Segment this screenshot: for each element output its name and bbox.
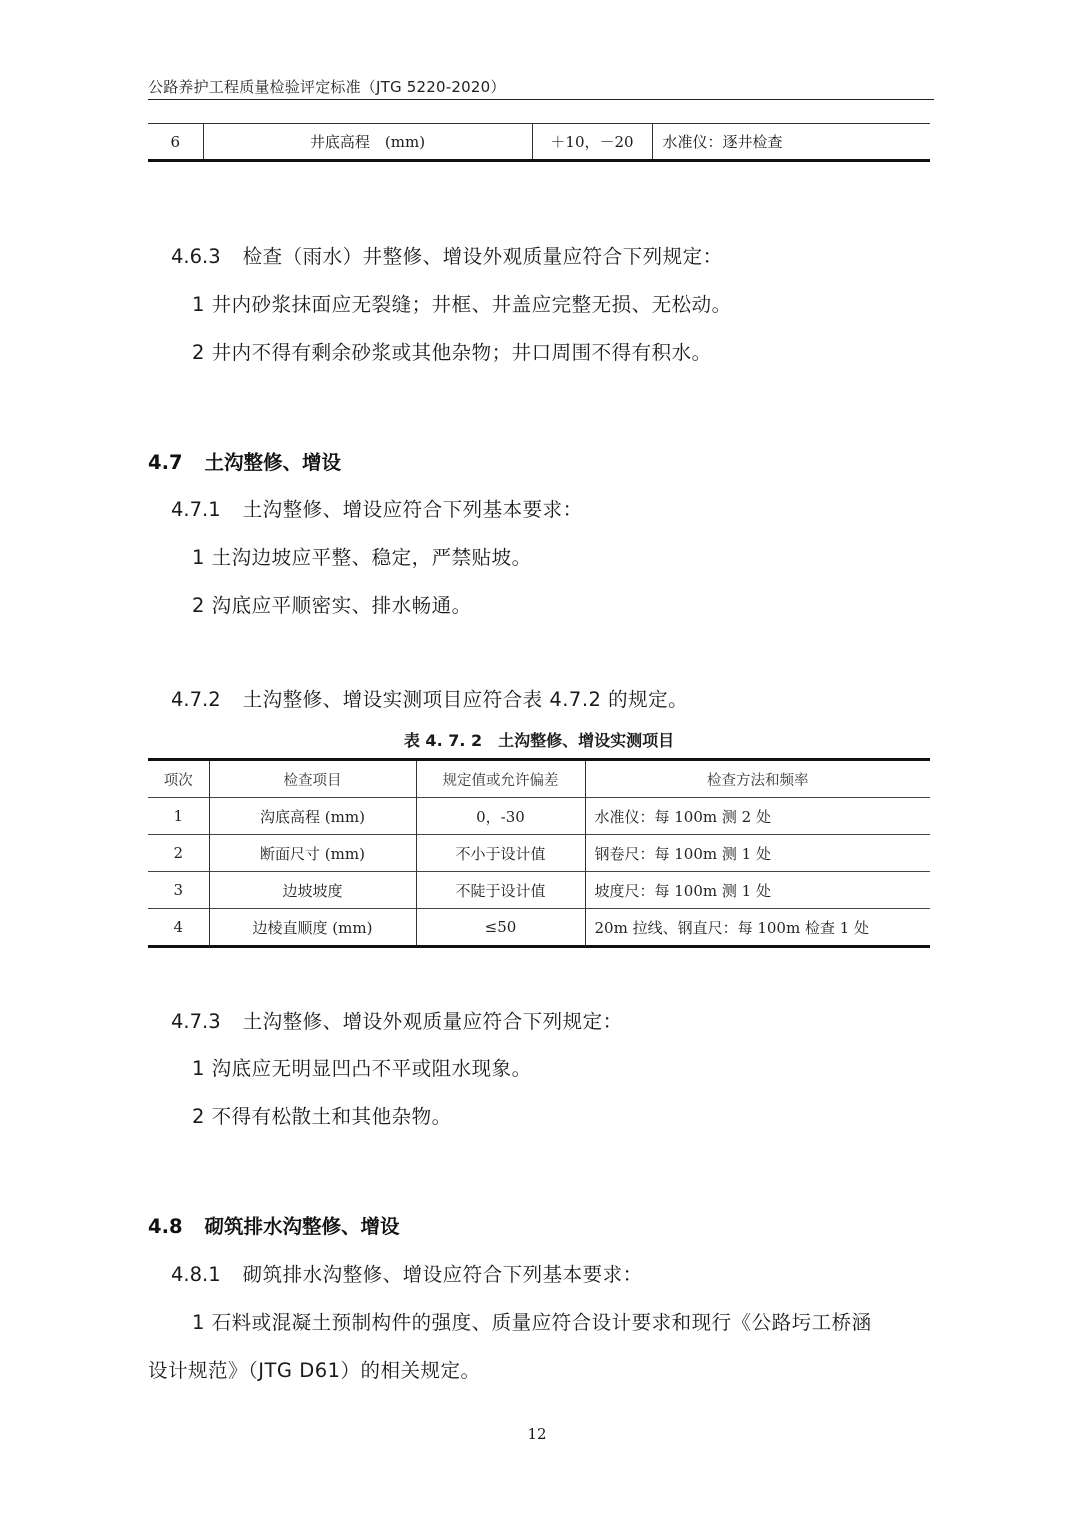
col-header-item: 检查项目 [209,760,416,798]
cell-no: 6 [170,132,181,151]
list-item: 1 石料或混凝土预制构件的强度、质量应符合设计要求和现行《公路圬工桥涵 [192,1311,872,1334]
clause-4-7-1 [171,494,583,522]
section-heading-4-8 [148,1211,400,1239]
page-number: 12 [527,1425,547,1443]
clause-title: 砌筑排水沟整修、增设应符合下列基本要求： [242,1263,643,1286]
clause-4-6-3 [171,241,723,269]
table-header-row [148,760,930,798]
clause-number: 4.8.1 [171,1263,221,1286]
clause-number: 4.7.2 [171,688,221,711]
table-row: 1 沟底高程 (mm) 0，-30 水准仪：每 100m 测 2 处 [148,798,930,835]
section-number: 4.7 [148,451,183,474]
col-header-tolerance: 规定值或允许偏差 [416,760,585,798]
clause-4-7-3 [171,1006,623,1034]
list-item: 2 沟底应平顺密实、排水畅通。 [192,594,472,617]
cell-tolerance: ＋10，－20 [532,124,652,161]
clause-number: 4.6.3 [171,245,221,268]
section-title: 土沟整修、增设 [204,451,342,474]
list-item: 1 沟底应无明显凹凸不平或阻水现象。 [192,1057,532,1080]
col-header-method: 检查方法和频率 [585,760,930,798]
cell-method: 水准仪：逐井检查 [652,124,930,161]
section-number: 4.8 [148,1215,183,1238]
clause-title: 检查（雨水）井整修、增设外观质量应符合下列规定： [242,245,723,268]
cell-item: 井底高程 (mm) [203,124,532,161]
col-header-no: 项次 [163,772,193,789]
list-item: 1 井内砂浆抹面应无裂缝；井框、井盖应完整无损、无松动。 [192,293,732,316]
list-item: 2 不得有松散土和其他杂物。 [192,1105,452,1128]
list-item-continuation: 设计规范》（JTG D61）的相关规定。 [148,1359,481,1382]
clause-4-8-1 [171,1259,643,1287]
clause-title: 土沟整修、增设应符合下列基本要求： [242,498,583,521]
running-header-title: 公路养护工程质量检验评定标准（JTG 5220-2020） [148,78,506,96]
table-caption: 表 4. 7. 2 土沟整修、增设实测项目 [403,731,675,750]
table-row: 2 断面尺寸 (mm) 不小于设计值 钢卷尺：每 100m 测 1 处 [148,835,930,872]
list-item: 1 土沟边坡应平整、稳定，严禁贴坡。 [192,546,532,569]
clause-4-7-2 [171,684,688,712]
list-item: 2 井内不得有剩余砂浆或其他杂物；井口周围不得有积水。 [192,341,712,364]
clause-title: 土沟整修、增设外观质量应符合下列规定： [242,1010,623,1033]
section-heading-4-7 [148,447,341,475]
table-row [148,124,930,161]
prev-table-continuation [148,123,930,162]
header-rule [148,99,934,100]
clause-title: 土沟整修、增设实测项目应符合表 4.7.2 的规定。 [242,688,689,711]
section-title: 砌筑排水沟整修、增设 [204,1215,400,1238]
table-row: 4 边棱直顺度 (mm) ≤50 20m 拉线、钢直尺：每 100m 检查 1 处 [148,909,930,947]
table-row: 3 边坡坡度 不陡于设计值 坡度尺：每 100m 测 1 处 [148,872,930,909]
table-4-7-2 [148,758,930,948]
clause-number: 4.7.3 [171,1010,221,1033]
clause-number: 4.7.1 [171,498,221,521]
